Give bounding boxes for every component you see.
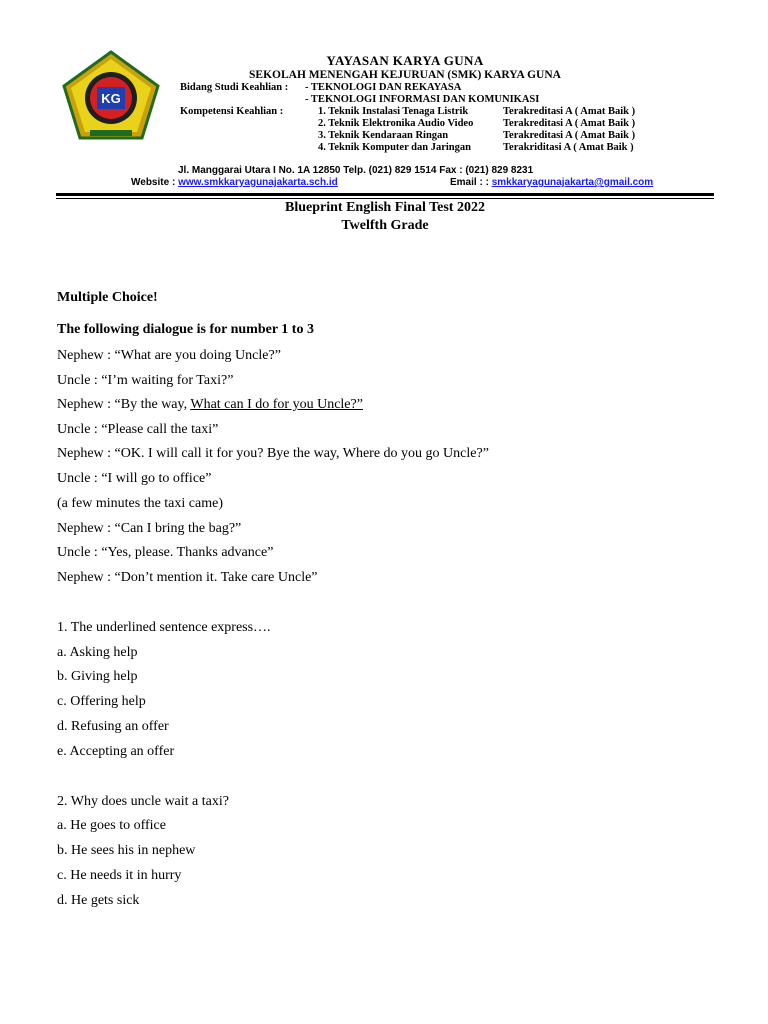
question-stem: 2. Why does uncle wait a taxi? <box>57 794 229 809</box>
document-title: Blueprint English Final Test 2022 <box>285 200 485 215</box>
section-heading: Multiple Choice! <box>57 290 158 305</box>
svg-text:KG: KG <box>101 91 121 106</box>
program-name: 2. Teknik Elektronika Audio Video <box>318 118 474 129</box>
answer-option: b. He sees his in nephew <box>57 843 196 858</box>
dialogue-line <box>57 397 363 413</box>
underlined-sentence: What can I do for you Uncle?” <box>190 397 363 412</box>
dialogue-line: Nephew : “Don’t mention it. Take care Uncle” <box>57 570 318 585</box>
email-row <box>450 177 653 188</box>
program-name: 1. Teknik Instalasi Tenaga Listrik <box>318 106 469 117</box>
dialogue-line-prefix: Nephew : “By the way, <box>57 397 191 412</box>
dialogue-line: Nephew : “OK. I will call it for you? Bye the way, Where do you go Uncle?” <box>57 446 489 461</box>
answer-option: d. Refusing an offer <box>57 719 169 734</box>
answer-option: b. Giving help <box>57 669 138 684</box>
dialogue-line: Uncle : “I will go to office” <box>57 471 212 486</box>
answer-option: a. He goes to office <box>57 818 166 833</box>
school-logo <box>62 50 160 140</box>
program-name: 3. Teknik Kendaraan Ringan <box>318 130 449 141</box>
dialogue-line: Uncle : “Please call the taxi” <box>57 422 219 437</box>
dialogue-line: Nephew : “What are you doing Uncle?” <box>57 348 281 363</box>
header-divider-thick <box>56 193 714 196</box>
website-label: Website : <box>131 177 176 188</box>
dialogue-line: Uncle : “Yes, please. Thanks advance” <box>57 545 274 560</box>
answer-option: c. Offering help <box>57 694 146 709</box>
dialogue-line: Nephew : “Can I bring the bag?” <box>57 521 242 536</box>
dialogue-line: Uncle : “I’m waiting for Taxi?” <box>57 373 234 388</box>
program-status: Terakreditasi A ( Amat Baik ) <box>503 130 636 141</box>
foundation-name: YAYASAN KARYA GUNA <box>326 53 484 68</box>
bidang-item: - TEKNOLOGI DAN REKAYASA <box>305 82 462 93</box>
website-link[interactable]: www.smkkaryagunajakarta.sch.id <box>178 177 338 188</box>
program-name: 4. Teknik Komputer dan Jaringan <box>318 142 471 153</box>
header-divider-thin <box>56 198 714 199</box>
email-label: Email : : <box>450 177 489 188</box>
kompetensi-label: Kompetensi Keahlian : <box>180 106 284 117</box>
question-stem: 1. The underlined sentence express…. <box>57 620 271 635</box>
bidang-label: Bidang Studi Keahlian : <box>180 82 289 93</box>
email-link[interactable]: smkkaryagunajakarta@gmail.com <box>491 177 654 188</box>
program-status: Terakriditasi A ( Amat Baik ) <box>503 142 634 153</box>
program-status: Terakreditasi A ( Amat Baik ) <box>503 118 636 129</box>
program-status: Terakreditasi A ( Amat Baik ) <box>503 106 636 117</box>
school-name: SEKOLAH MENENGAH KEJURUAN (SMK) KARYA GUNA <box>249 69 561 81</box>
document-subtitle: Twelfth Grade <box>341 218 429 233</box>
school-address: Jl. Manggarai Utara I No. 1A 12850 Telp. (021) 829 1514 Fax : (021) 829 8231 <box>178 165 534 176</box>
answer-option: d. He gets sick <box>57 893 140 908</box>
website-row <box>131 177 338 188</box>
bidang-item: - TEKNOLOGI INFORMASI DAN KOMUNIKASI <box>305 94 540 105</box>
dialogue-instruction: The following dialogue is for number 1 to 3 <box>57 322 314 337</box>
answer-option: e. Accepting an offer <box>57 744 175 759</box>
dialogue-narration: (a few minutes the taxi came) <box>57 496 223 511</box>
answer-option: c. He needs it in hurry <box>57 868 182 883</box>
answer-option: a. Asking help <box>57 645 138 660</box>
